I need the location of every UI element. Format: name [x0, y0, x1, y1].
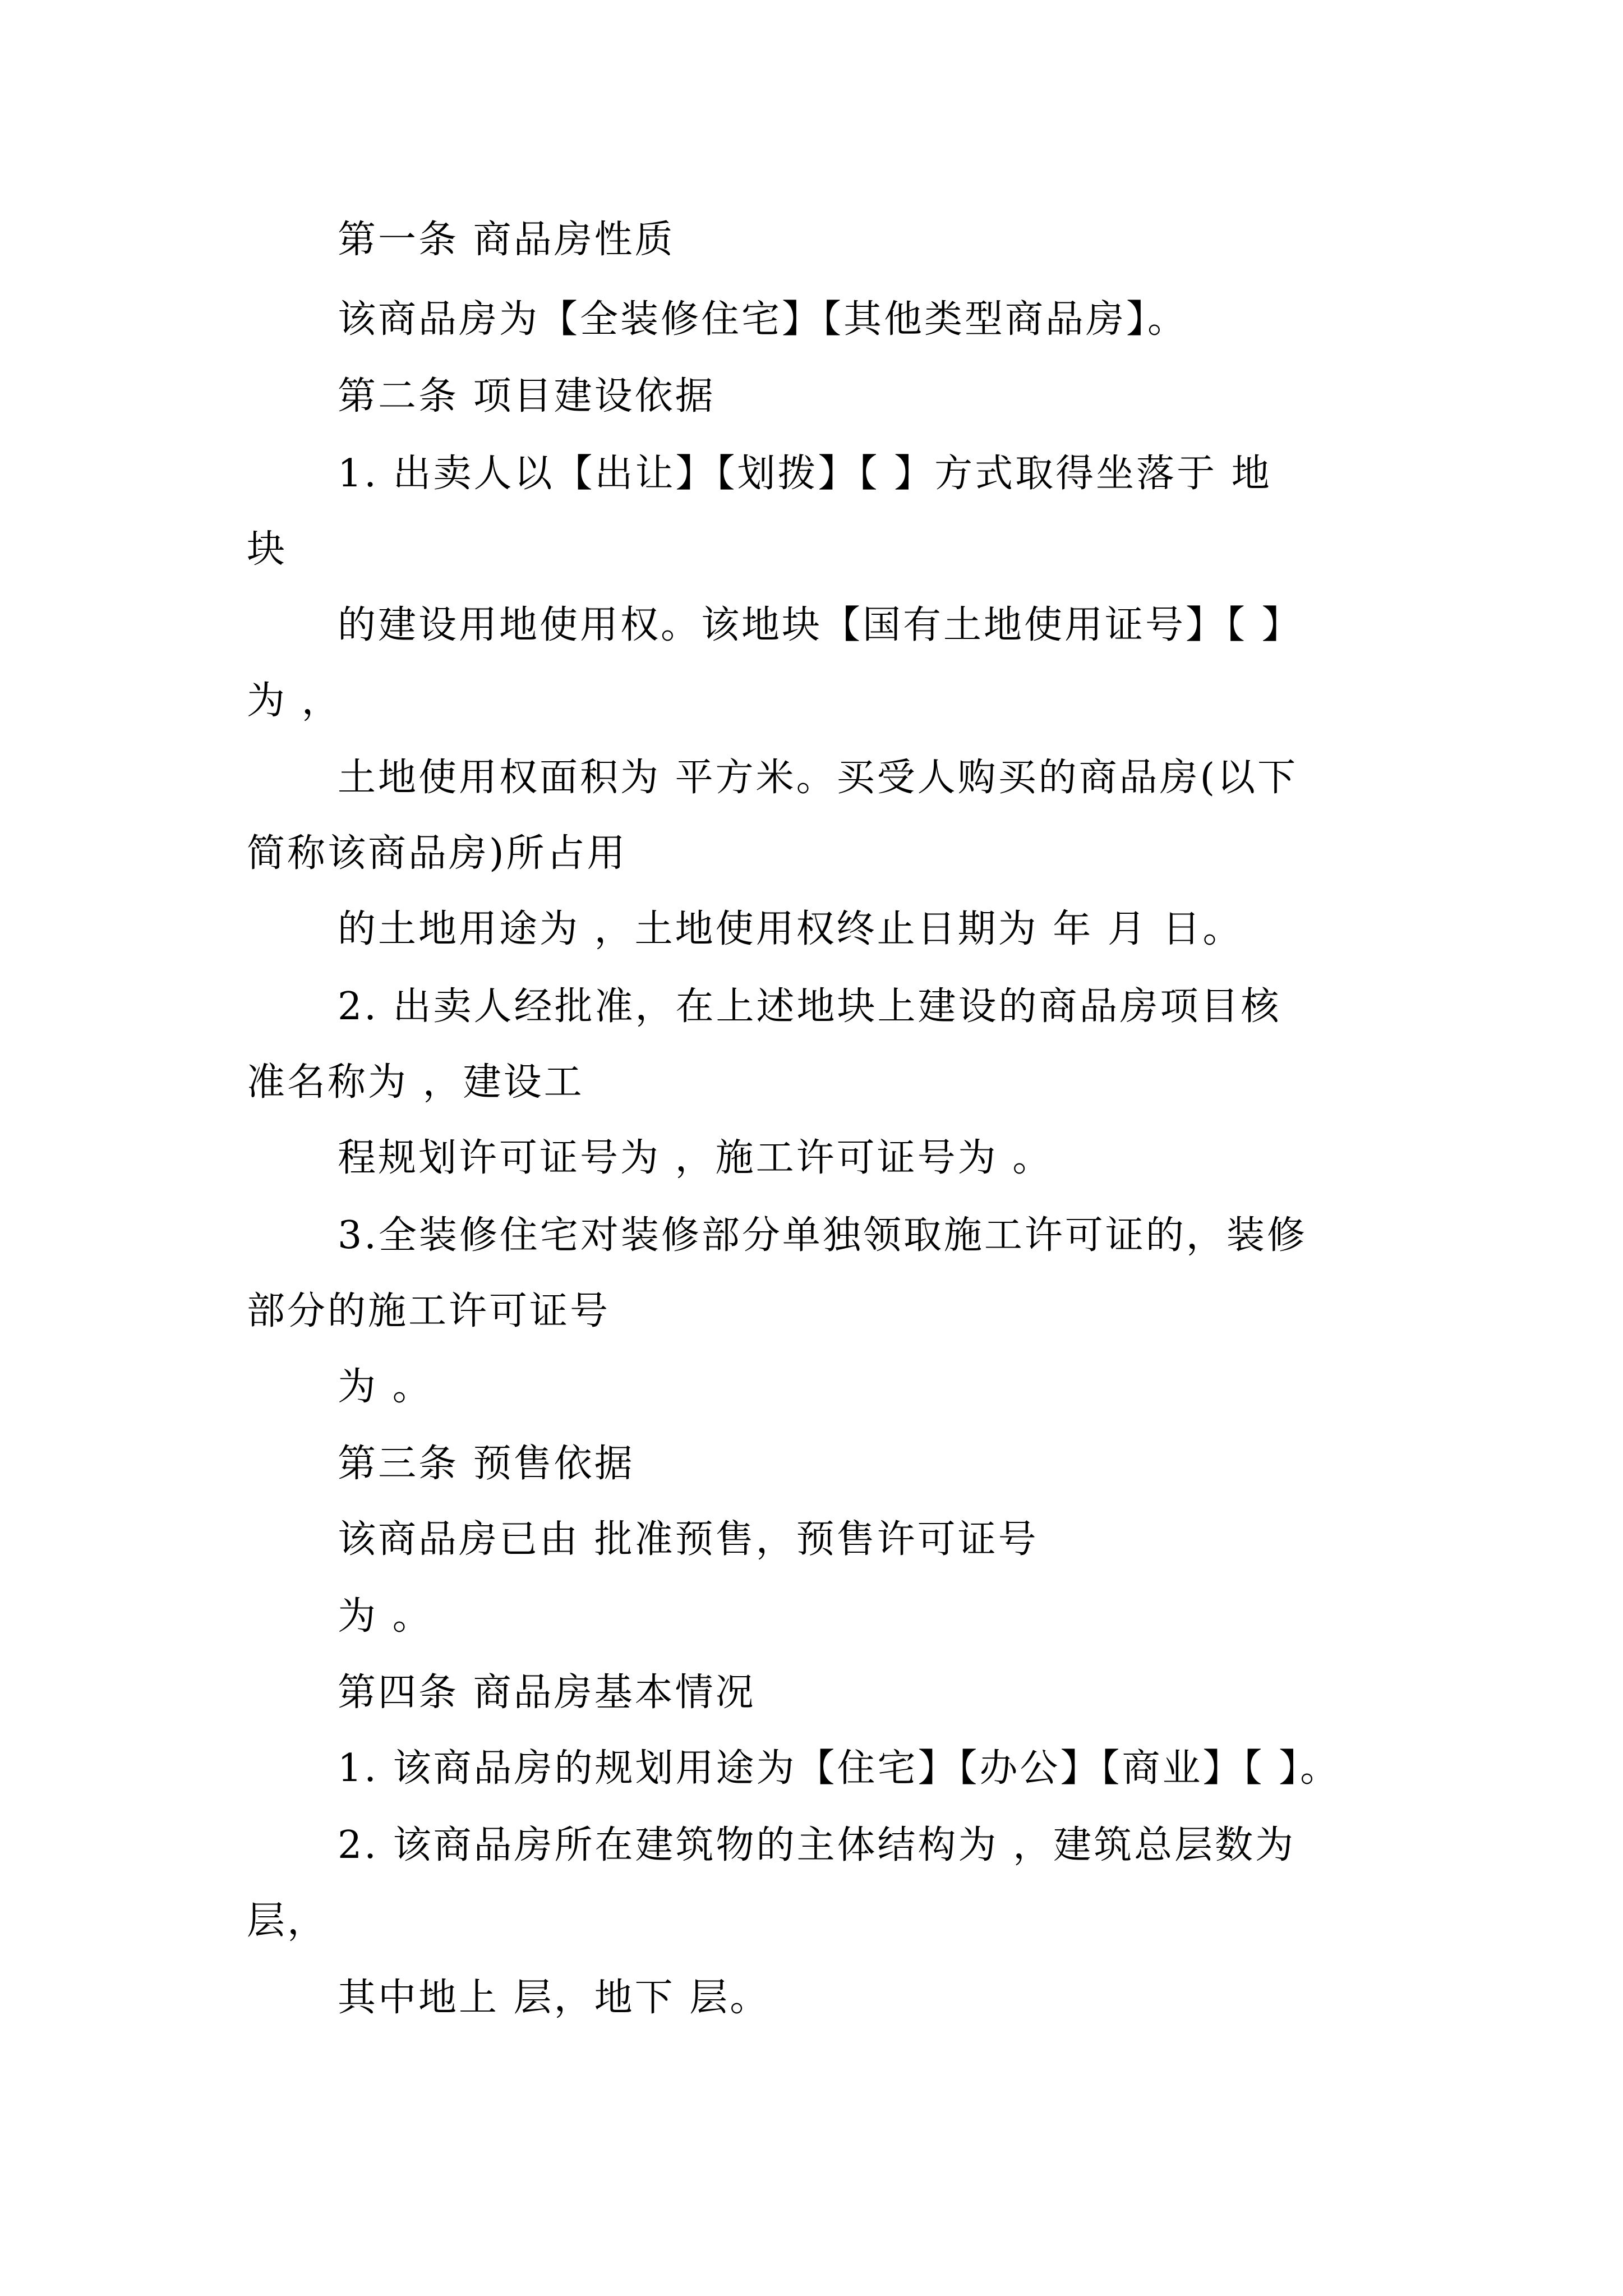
clause-2-2-line-2: 准名称为 ，建设工 — [247, 1060, 584, 1105]
clause-2-1-line-3: 的建设用地使用权。该地块【国有土地使用证号】【 】 — [338, 603, 1302, 647]
clause-2-1-line-7: 的土地用途为 ，土地使用权终止日期为 年 月 日。 — [338, 907, 1243, 951]
clause-2-2-line-1: 2. 出卖人经批准，在上述地块上建设的商品房项目核 — [338, 984, 1281, 1029]
article-1-text: 该商品房为【全装修住宅】【其他类型商品房】。 — [338, 297, 1188, 342]
clause-4-2-line-3: 其中地上 层，地下 层。 — [338, 1976, 771, 2020]
clause-2-1-line-4: 为 ， — [247, 679, 342, 723]
article-3-text-line-1: 该商品房已由 批准预售，预售许可证号 — [338, 1517, 1039, 1562]
clause-4-1: 1. 该商品房的规划用途为【住宅】【办公】【商业】【 】。 — [338, 1746, 1341, 1791]
article-1-heading: 第一条 商品房性质 — [338, 218, 675, 262]
clause-2-2-line-3: 程规划许可证号为 ，施工许可证号为 。 — [338, 1136, 1053, 1180]
clause-4-2-line-1: 2. 该商品房所在建筑物的主体结构为 ，建筑总层数为 — [338, 1823, 1296, 1867]
article-3-heading: 第三条 预售依据 — [338, 1442, 635, 1486]
clause-2-1-line-1: 1. 出卖人以【出让】【划拨】【 】方式取得坐落于 地 — [338, 452, 1272, 496]
clause-4-2-line-2: 层， — [247, 1899, 328, 1943]
clause-2-1-line-6: 简称该商品房)所占用 — [247, 831, 628, 876]
clause-2-3-line-2: 部分的施工许可证号 — [247, 1289, 611, 1333]
article-4-heading: 第四条 商品房基本情况 — [338, 1671, 756, 1715]
clause-2-1-line-5: 土地使用权面积为 平方米。买受人购买的商品房(以下 — [338, 756, 1298, 800]
clause-2-1-line-2: 块 — [247, 527, 288, 572]
clause-2-3-line-3: 为 。 — [338, 1365, 433, 1409]
article-3-text-line-2: 为 。 — [338, 1594, 433, 1639]
article-2-heading: 第二条 项目建设依据 — [338, 374, 716, 418]
clause-2-3-line-1: 3.全装修住宅对装修部分单独领取施工许可证的，装修 — [338, 1213, 1307, 1258]
